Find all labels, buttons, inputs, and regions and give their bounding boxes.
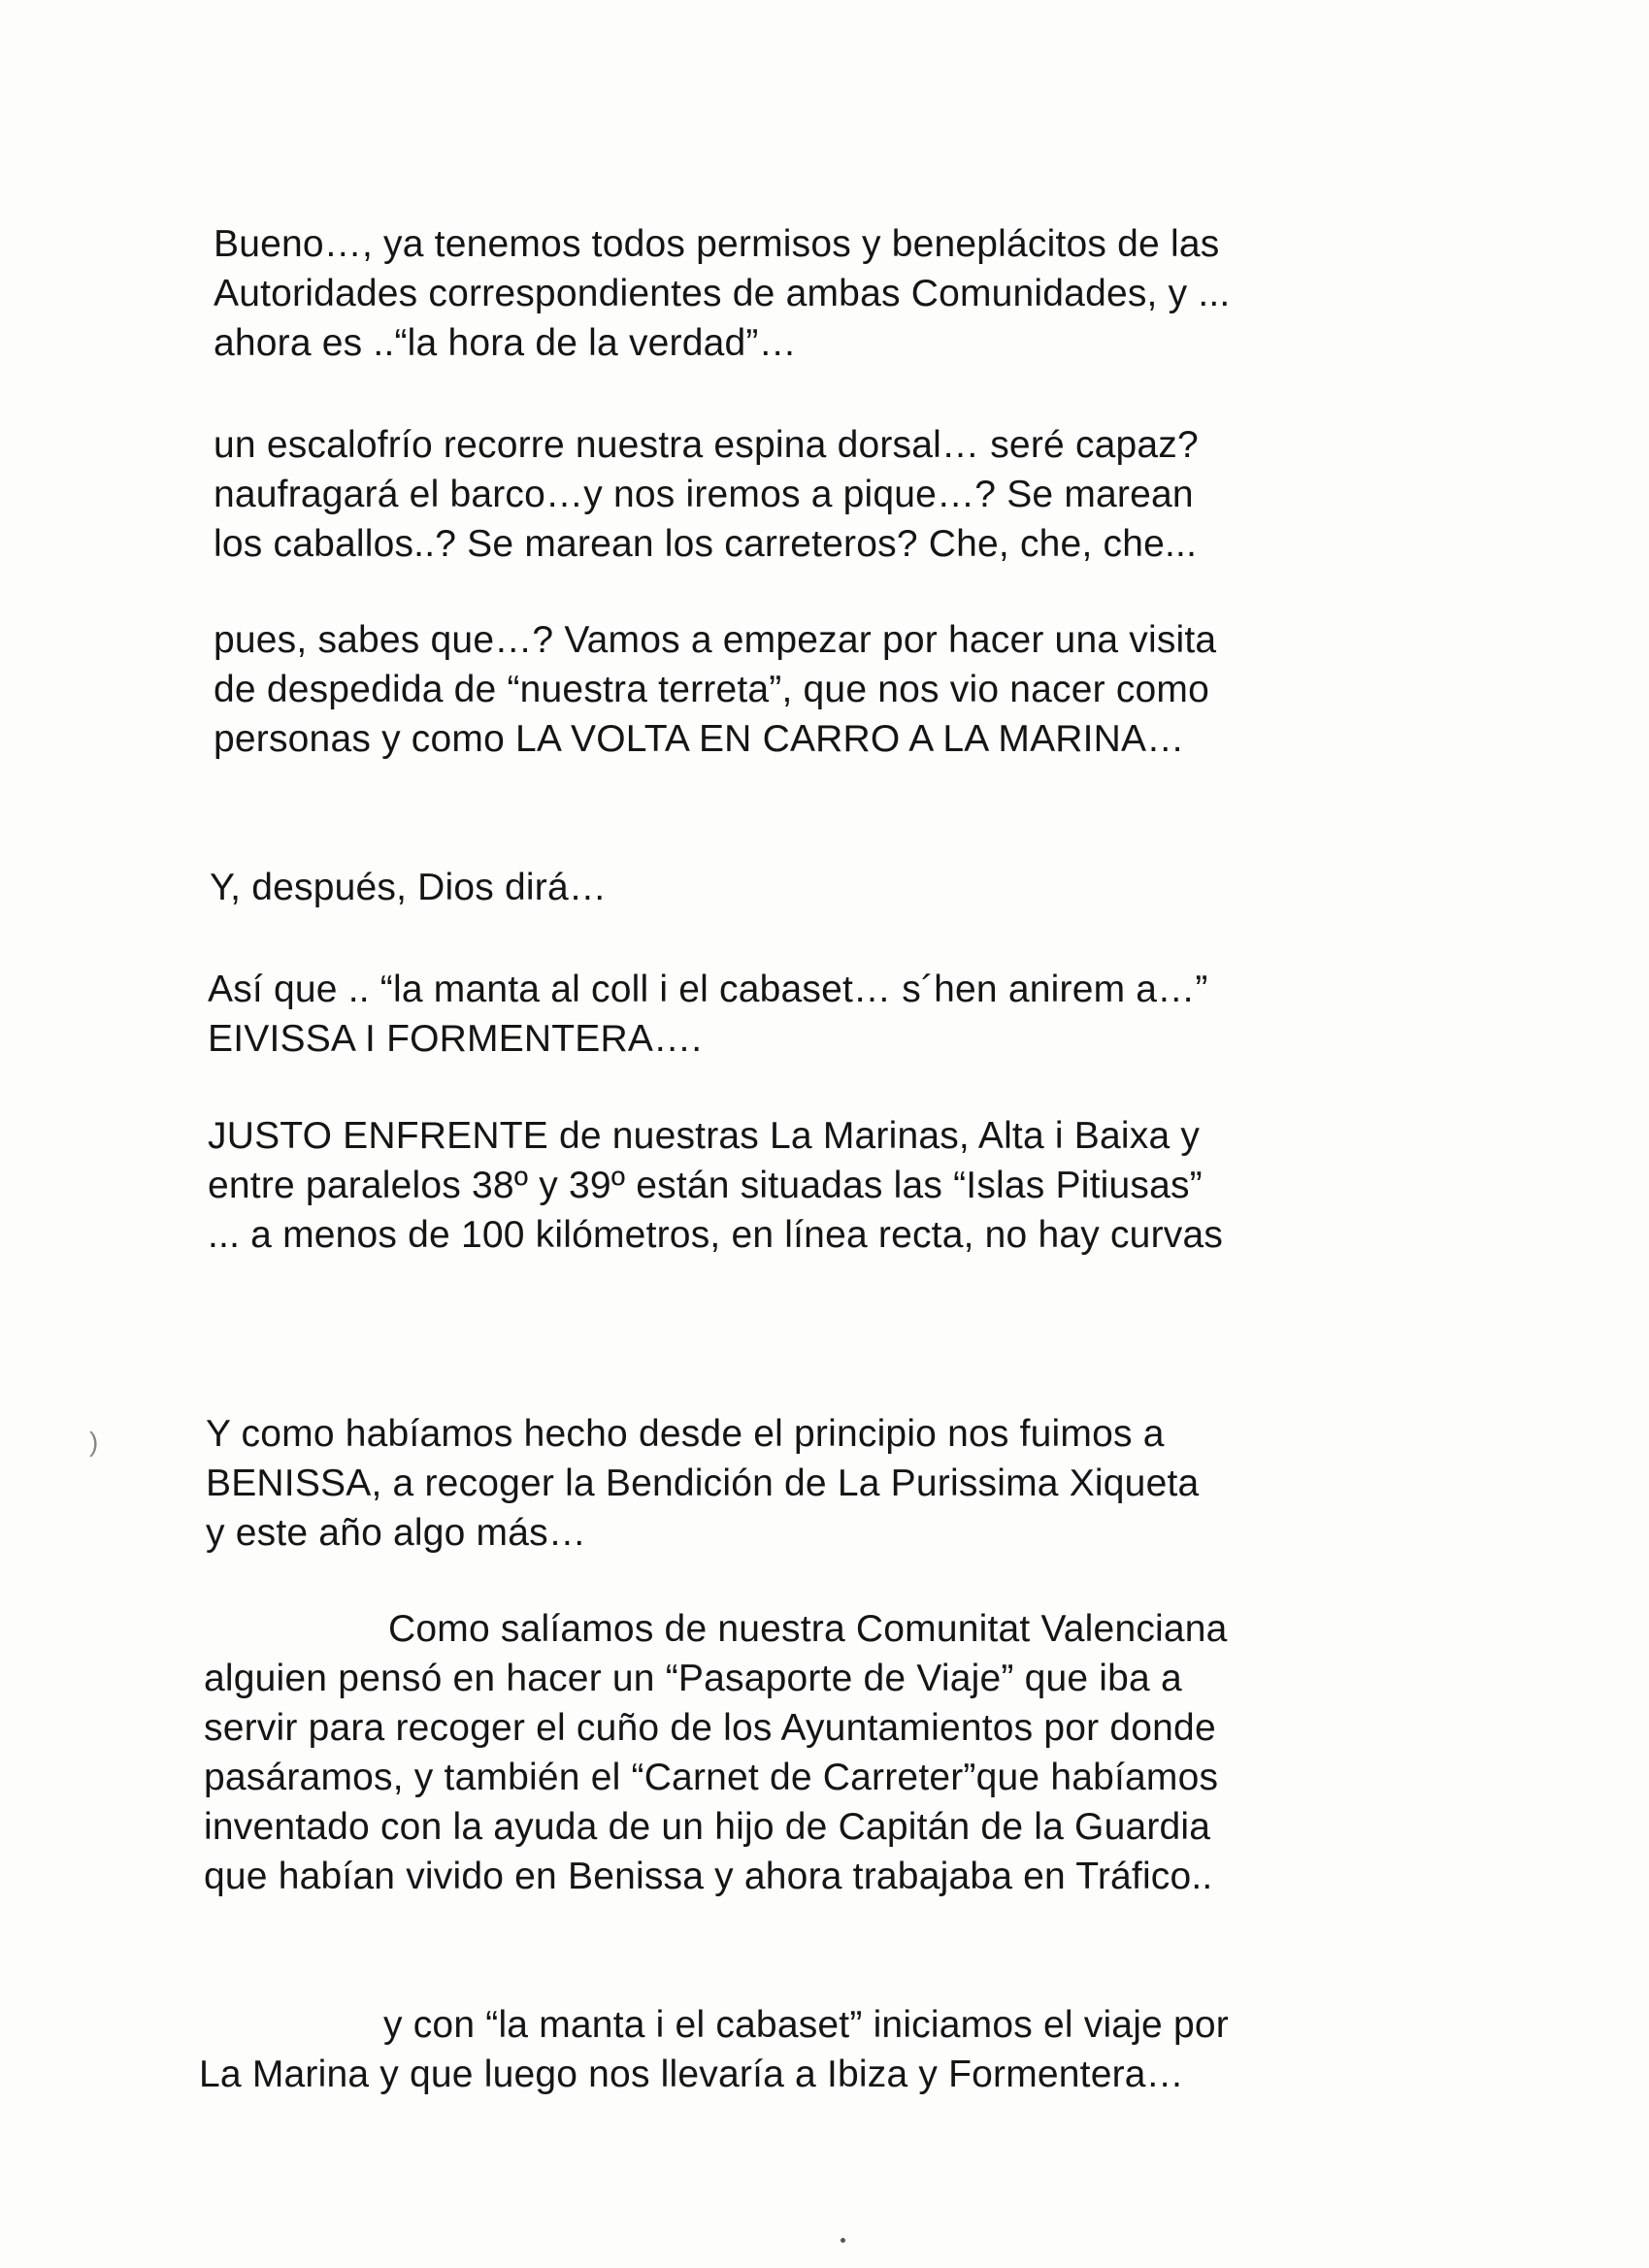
paragraph-3 — [214, 615, 1216, 764]
text-line: pasáramos, y también el “Carnet de Carreter”que habíamos — [204, 1757, 1219, 1798]
text-line: servir para recoger el cuño de los Ayuntamientos por donde — [204, 1707, 1216, 1749]
text-line: de despedida de “nuestra terreta”, que nos vio nacer como — [214, 669, 1210, 710]
paragraph-6 — [208, 1111, 1223, 1260]
text-line: Autoridades correspondientes de ambas Comunidades, y ... — [214, 273, 1231, 314]
text-line: que habían vivido en Benissa y ahora trabajaba en Tráfico.. — [204, 1856, 1213, 1897]
text-line: personas y como LA VOLTA EN CARRO A LA MARINA… — [214, 718, 1185, 760]
text-line: BENISSA, a recoger la Bendición de La Purissima Xiqueta — [206, 1463, 1200, 1504]
text-line: Así que .. “la manta al coll i el cabaset… s´hen anirem a…” — [208, 969, 1208, 1010]
paragraph-9 — [199, 2000, 1229, 2099]
text-line: entre paralelos 38º y 39º están situadas las “Islas Pitiusas” — [208, 1165, 1203, 1206]
text-line: La Marina y que luego nos llevaría a Ibiza y Formentera… — [199, 2054, 1184, 2095]
text-line: y con “la manta i el cabaset” iniciamos el viaje por — [383, 2004, 1229, 2046]
text-line: ahora es ..“la hora de la verdad”… — [214, 322, 797, 364]
text-line: EIVISSA I FORMENTERA…. — [208, 1018, 703, 1060]
text-line: alguien pensó en hacer un “Pasaporte de Viaje” que iba a — [204, 1658, 1182, 1699]
text-line: ... a menos de 100 kilómetros, en línea recta, no hay curvas — [208, 1214, 1224, 1256]
paragraph-8 — [204, 1604, 1228, 1901]
scan-speck — [841, 2238, 845, 2243]
text-line: Bueno…, ya tenemos todos permisos y beneplácitos de las — [214, 223, 1220, 265]
text-line: naufragará el barco…y nos iremos a pique…? Se marean — [214, 474, 1194, 515]
paragraph-7 — [206, 1409, 1199, 1558]
paragraph-5 — [208, 965, 1208, 1064]
text-line: JUSTO ENFRENTE de nuestras La Marinas, Alta i Baixa y — [208, 1115, 1201, 1157]
text-line: un escalofrío recorre nuestra espina dorsal… seré capaz? — [214, 424, 1199, 466]
text-line: Y como habíamos hecho desde el principio nos fuimos a — [206, 1413, 1165, 1455]
paragraph-1 — [214, 219, 1230, 368]
text-line: Y, después, Dios dirá… — [210, 867, 608, 908]
text-line: inventado con la ayuda de un hijo de Capitán de la Guardia — [204, 1806, 1211, 1848]
text-line: Como salíamos de nuestra Comunitat Valenciana — [388, 1608, 1228, 1650]
paragraph-4 — [210, 863, 607, 912]
text-line: pues, sabes que…? Vamos a empezar por hacer una visita — [214, 619, 1217, 661]
paragraph-2 — [214, 420, 1199, 569]
scan-mark: ) — [89, 1427, 99, 1457]
text-line: y este año algo más… — [206, 1512, 587, 1554]
text-line: los caballos..? Se marean los carreteros? Che, che, che... — [214, 523, 1198, 565]
